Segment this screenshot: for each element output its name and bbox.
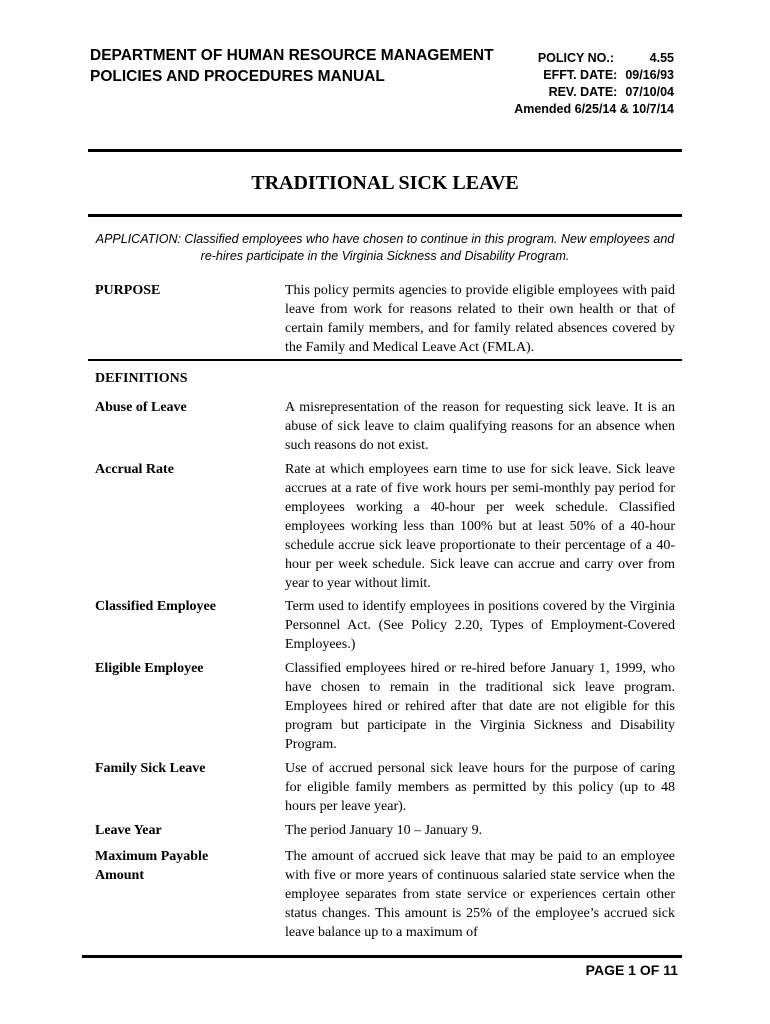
title-divider xyxy=(88,214,682,217)
definition-term: Classified Employee xyxy=(95,599,216,614)
effective-date-row xyxy=(500,67,674,84)
policy-title: TRADITIONAL SICK LEAVE xyxy=(251,172,519,194)
definition-text: Term used to identify employees in positions covered by the Virginia Personnel Act. (See Policy 2.20, Types of Employment-Covered Employees.) xyxy=(285,599,675,652)
purpose-divider xyxy=(88,359,682,361)
definition-term-line-1: Maximum Payable xyxy=(95,849,209,864)
footer-divider xyxy=(82,955,682,958)
purpose-text: This policy permits agencies to provide eligible employees with paid leave from work for reasons related to their own health or that of certain family members, and for family related absences covered by the Family and Medical Leave Act (FMLA). xyxy=(285,283,675,355)
manual-name: POLICIES AND PROCEDURES MANUAL xyxy=(90,68,385,85)
revised-date-row xyxy=(500,84,674,101)
header-divider xyxy=(88,149,682,152)
purpose-heading: PURPOSE xyxy=(95,283,161,298)
definitions-heading: DEFINITIONS xyxy=(95,371,188,386)
definition-term: Leave Year xyxy=(95,823,162,838)
definition-text: The amount of accrued sick leave that may be paid to an employee with five or more years of continuous salaried state service when the employee separates from state service or experiences certain other status changes. This amount is 25% of the employee’s accrued sick leave balance up to a maximum of xyxy=(285,849,675,940)
definition-term-line-2: Amount xyxy=(95,868,145,883)
header-left xyxy=(90,45,494,87)
definition-term: Eligible Employee xyxy=(95,661,204,676)
application-line-2: re-hires participate in the Virginia Sickness and Disability Program. xyxy=(200,249,570,263)
department-name: DEPARTMENT OF HUMAN RESOURCE MANAGEMENT xyxy=(90,47,494,64)
definition-text: Use of accrued personal sick leave hours for the purpose of caring for eligible family members as permitted by this policy (up to 48 hours per leave year). xyxy=(285,761,675,814)
policy-number-label: POLICY NO.: xyxy=(537,51,614,65)
effective-date-label: EFFT. DATE: xyxy=(543,68,618,82)
header-right xyxy=(500,50,674,118)
page-number: PAGE 1 OF 11 xyxy=(585,962,678,978)
definition-text: Classified employees hired or re-hired before January 1, 1999, who have chosen to remain in the traditional sick leave program. Employees hired or rehired after that date are not eligible for this program but participate in the Virginia Sickness and Disability Program. xyxy=(285,661,675,752)
amended-dates: Amended 6/25/14 & 10/7/14 xyxy=(514,102,674,116)
policy-number-value: 4.55 xyxy=(649,51,674,65)
application-line-1: APPLICATION: Classified employees who have chosen to continue in this program. New employees and xyxy=(95,232,675,246)
definition-text: A misrepresentation of the reason for requesting sick leave. It is an abuse of sick leave to claim qualifying reasons for an absence when such reasons do not exist. xyxy=(285,400,675,453)
definition-text: Rate at which employees earn time to use for sick leave. Sick leave accrues at a rate of five work hours per semi-monthly pay period for employees working a 40-hour per week schedule. Classified employees working less than 100% but at least 50% of a 40-hour schedule accrue sick leave proportionate to their percentage of a 40-hour per week schedule. Sick leave can accrue and carry over from year to year without limit. xyxy=(285,462,675,591)
definition-term: Accrual Rate xyxy=(95,462,174,477)
application-statement xyxy=(88,231,682,265)
definition-term: Abuse of Leave xyxy=(95,400,187,415)
definition-term: Family Sick Leave xyxy=(95,761,206,776)
definition-term xyxy=(95,847,265,885)
effective-date-value: 09/16/93 xyxy=(625,68,674,82)
revised-date-label: REV. DATE: xyxy=(548,85,618,99)
definition-text: The period January 10 – January 9. xyxy=(285,823,483,838)
policy-number-row xyxy=(500,50,674,67)
revised-date-value: 07/10/04 xyxy=(625,85,674,99)
